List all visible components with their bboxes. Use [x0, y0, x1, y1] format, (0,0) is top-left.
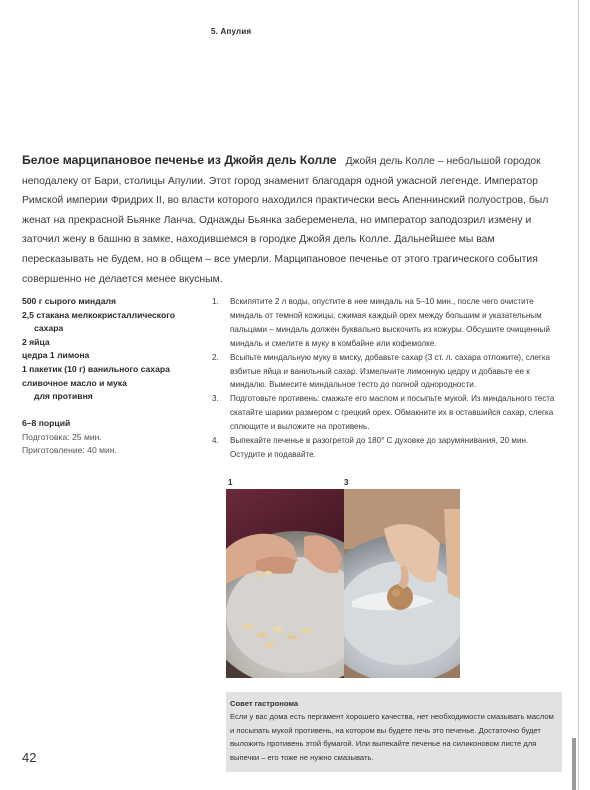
photo-step-1 [226, 489, 344, 678]
ingredient-item: сахара [34, 323, 64, 334]
ingredient-item: 1 пакетик (10 г) ванильного сахара [22, 363, 170, 374]
step-item [212, 295, 564, 351]
ingredient-item: цедра 1 лимона [22, 350, 90, 361]
step-number: 1. [212, 297, 219, 306]
step-number: 2. [212, 352, 219, 362]
chapter-header: 5. Апулия [211, 27, 252, 36]
steps-list [212, 295, 564, 462]
page-edge-line [578, 0, 579, 790]
cook-time: Приготовление: 40 мин. [22, 445, 117, 456]
step-item [212, 392, 564, 434]
ingredient-item: сливочное масло и мука [22, 377, 127, 388]
step-number: 3. [212, 394, 219, 404]
ingredient-item: 2 яйца [22, 336, 50, 347]
photo-step-3 [344, 489, 460, 678]
ingredient-item: 2,5 стакана мелкокристаллического [22, 309, 175, 320]
step-item [212, 351, 564, 393]
photo-label-1: 1 [228, 478, 233, 487]
ingredient-item: для противня [34, 391, 93, 402]
servings-block [22, 417, 117, 458]
ingredient-item: 500 г сырого миндаля [22, 296, 116, 306]
chef-tip-box [226, 692, 562, 772]
recipe-intro [22, 151, 550, 289]
page-edge-mark [572, 738, 576, 790]
tip-title: Совет гастронома [230, 699, 299, 708]
photo-label-3: 3 [344, 478, 349, 487]
step-text: Всыпьте миндальную муку в миску, добавьте сахар (3 ст. л. сахара отложите), слегка взбитые яйца и ванильный сахар. Измельчите лимонную цедру и добавьте ее к миндалю. Вымесите миндальное тесто до полной однородности. [230, 352, 551, 390]
ingredients-list [22, 295, 222, 404]
step-item [212, 434, 564, 462]
recipe-title: Белое марципановое печенье из Джойя дель Колле [22, 153, 337, 167]
step-number: 4. [212, 436, 219, 446]
step-text: Подготовьте противень: смажьте его маслом и посыпьте мукой. Из миндального теста скатайте шарики размером с грецкий орех. Обмакните их в оставшийся сахар, слегка сплющите и выложите на противень. [230, 394, 555, 432]
step-text: Выпекайте печенье в разогретой до 180° С духовке до зарумянивания, 20 мин. Остудите и подавайте. [230, 436, 529, 459]
recipe-intro-text: Джойя дель Колле – небольшой городок неподалеку от Бари, столицы Апулии. Этот город знаменит благодаря одной ужасной легенде. Император Римской империи Фридрих II, во власти которого находился практически весь Апеннинский полуостров, был женат на прекрасной Бьянке Ланча. Однажды Бьянка забеременела, но император заподозрил измену и заточил жену в башню в замке, находившемся в городке Джойя дель Колле. Дальнейшее мы вам пересказывать не будем, но в общем – все умерли. Марципановое печенье от этого трагического события совершенно не делается менее вкусным. [22, 156, 549, 285]
tip-text: Если у вас дома есть пергамент хорошего качества, нет необходимости смазывать маслом и посыпать мукой противень, на котором вы будете печь это печенье. Достаточно будет выложить противень этой бумагой. Или выпекайте печенье на силиконовом листе для выпечки – его тоже не нужно смазывать. [230, 712, 554, 762]
page-number: 42 [22, 750, 37, 765]
step-text: Вскипятите 2 л воды, опустите в нее миндаль на 5–10 мин., после чего очистите миндаль от темной кожицы, сжимая каждый орех между большим и указательным пальцами – миндаль должен буквально выскочить из кожуры. Обсушите очищенный миндаль и смелите в муку в комбайне или кофемолке. [230, 297, 550, 348]
servings: 6–8 порций [22, 418, 71, 428]
prep-time: Подготовка: 25 мин. [22, 431, 102, 442]
